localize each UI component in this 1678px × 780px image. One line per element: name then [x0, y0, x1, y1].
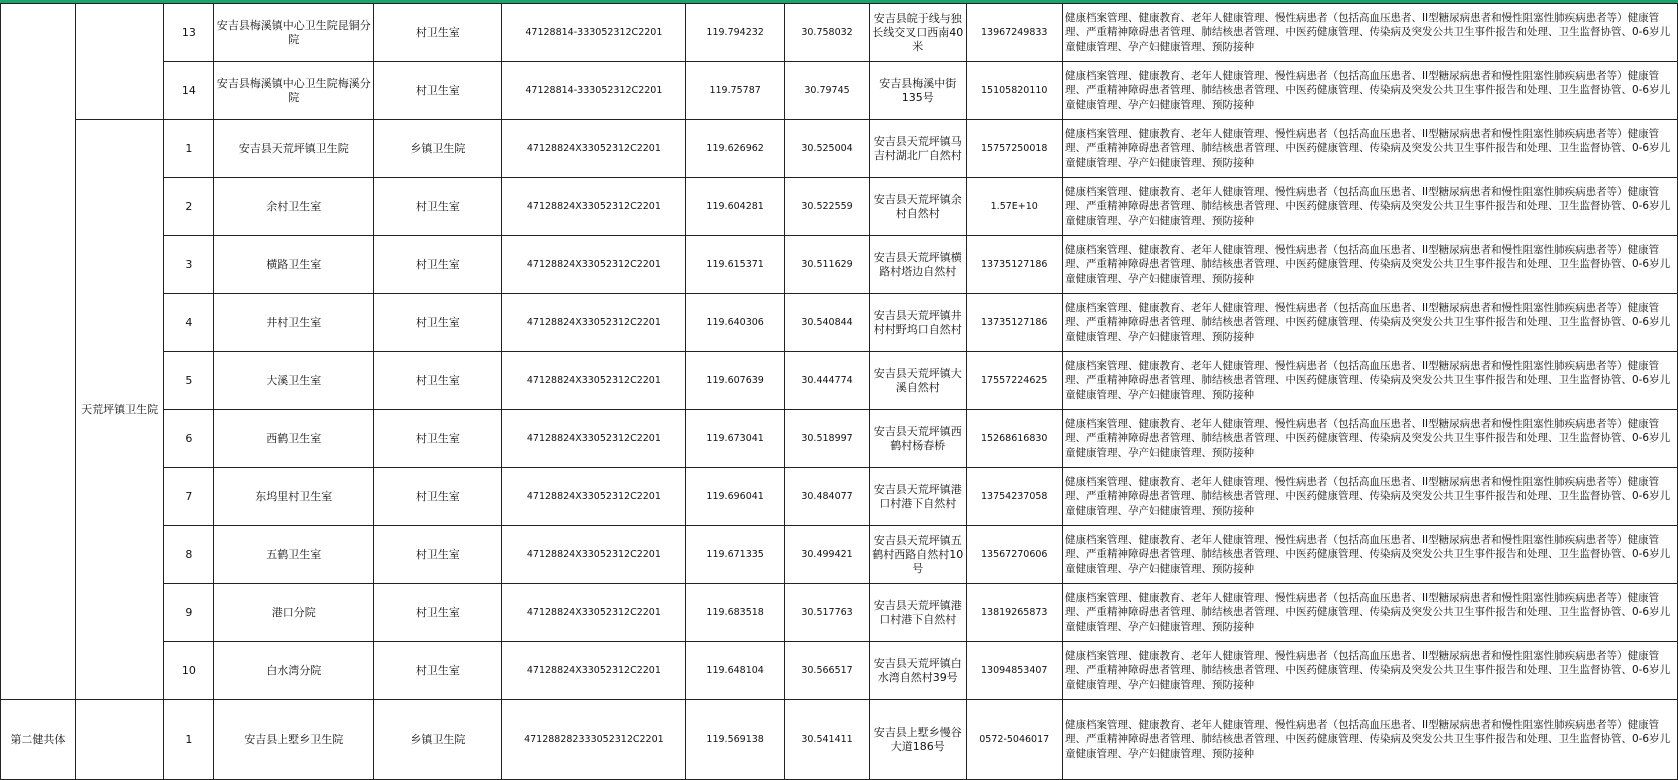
row-number[interactable]: 13 — [164, 4, 214, 62]
latitude[interactable]: 30.79745 — [784, 62, 869, 120]
facility-code[interactable]: 47128824X33052312C2201 — [502, 120, 686, 178]
facility-type[interactable]: 村卫生室 — [374, 526, 502, 584]
phone[interactable]: 13735127186 — [966, 236, 1062, 294]
row-number[interactable]: 6 — [164, 410, 214, 468]
facility-name[interactable]: 五鹤卫生室 — [214, 526, 374, 584]
latitude[interactable]: 30.444774 — [784, 352, 869, 410]
row-number[interactable]: 10 — [164, 642, 214, 700]
facility-name[interactable]: 井村卫生室 — [214, 294, 374, 352]
address[interactable]: 安吉县上墅乡慢谷大道186号 — [870, 700, 966, 780]
table-row — [1, 642, 1678, 700]
table-row — [1, 62, 1678, 120]
facility-type[interactable]: 村卫生室 — [374, 236, 502, 294]
facility-type[interactable]: 村卫生室 — [374, 62, 502, 120]
service-items[interactable]: 健康档案管理、健康教育、老年人健康管理、慢性病患者（包括高血压患者、II型糖尿病患者和慢性阻塞性肺疾病患者等）健康管理、严重精神障碍患者管理、肺结核患者管理、中医药健康管理、传染病及突发公共卫生事件报告和处理、卫生监督协管、0-6岁儿童健康管理、孕产妇健康管理、预防接种 — [1062, 294, 1677, 352]
phone[interactable]: 13819265873 — [966, 584, 1062, 642]
row-number[interactable]: 2 — [164, 178, 214, 236]
address[interactable]: 安吉县天荒坪镇五鹤村西路自然村10号 — [870, 526, 966, 584]
service-items[interactable]: 健康档案管理、健康教育、老年人健康管理、慢性病患者（包括高血压患者、II型糖尿病患者和慢性阻塞性肺疾病患者等）健康管理、严重精神障碍患者管理、肺结核患者管理、中医药健康管理、传染病及突发公共卫生事件报告和处理、卫生监督协管、0-6岁儿童健康管理、孕产妇健康管理、预防接种 — [1062, 120, 1677, 178]
address[interactable]: 安吉县天荒坪镇马吉村湖北厂自然村 — [870, 120, 966, 178]
row-number[interactable]: 5 — [164, 352, 214, 410]
service-items[interactable]: 健康档案管理、健康教育、老年人健康管理、慢性病患者（包括高血压患者、II型糖尿病患者和慢性阻塞性肺疾病患者等）健康管理、严重精神障碍患者管理、肺结核患者管理、中医药健康管理、传染病及突发公共卫生事件报告和处理、卫生监督协管、0-6岁儿童健康管理、孕产妇健康管理、预防接种 — [1062, 526, 1677, 584]
group-cell-blank[interactable] — [1, 4, 76, 700]
facility-code[interactable]: 47128824X33052312C2201 — [502, 178, 686, 236]
table-row — [1, 4, 1678, 62]
service-items[interactable]: 健康档案管理、健康教育、老年人健康管理、慢性病患者（包括高血压患者、II型糖尿病患者和慢性阻塞性肺疾病患者等）健康管理、严重精神障碍患者管理、肺结核患者管理、中医药健康管理、传染病及突发公共卫生事件报告和处理、卫生监督协管、0-6岁儿童健康管理、孕产妇健康管理、预防接种 — [1062, 236, 1677, 294]
longitude[interactable]: 119.673041 — [686, 410, 785, 468]
facility-type[interactable]: 村卫生室 — [374, 410, 502, 468]
table-row — [1, 120, 1678, 178]
facility-type[interactable]: 村卫生室 — [374, 352, 502, 410]
service-items[interactable]: 健康档案管理、健康教育、老年人健康管理、慢性病患者（包括高血压患者、II型糖尿病患者和慢性阻塞性肺疾病患者等）健康管理、严重精神障碍患者管理、肺结核患者管理、中医药健康管理、传染病及突发公共卫生事件报告和处理、卫生监督协管、0-6岁儿童健康管理、孕产妇健康管理、预防接种 — [1062, 178, 1677, 236]
facility-type[interactable]: 村卫生室 — [374, 4, 502, 62]
facility-code[interactable]: 47128824X33052312C2201 — [502, 468, 686, 526]
health-facility-table — [0, 3, 1678, 780]
phone[interactable]: 15757250018 — [966, 120, 1062, 178]
facility-type[interactable]: 村卫生室 — [374, 294, 502, 352]
service-items[interactable]: 健康档案管理、健康教育、老年人健康管理、慢性病患者（包括高血压患者、II型糖尿病患者和慢性阻塞性肺疾病患者等）健康管理、严重精神障碍患者管理、肺结核患者管理、中医药健康管理、传染病及突发公共卫生事件报告和处理、卫生监督协管、0-6岁儿童健康管理、孕产妇健康管理、预防接种 — [1062, 62, 1677, 120]
facility-code[interactable]: 47128824X33052312C2201 — [502, 584, 686, 642]
table-row — [1, 236, 1678, 294]
table-row — [1, 294, 1678, 352]
table-row — [1, 468, 1678, 526]
row-number[interactable]: 1 — [164, 120, 214, 178]
facility-code[interactable]: 47128824X33052312C2201 — [502, 294, 686, 352]
longitude[interactable]: 119.794232 — [686, 4, 785, 62]
facility-name[interactable]: 白水湾分院 — [214, 642, 374, 700]
address[interactable]: 安吉县皖于线与独长线交叉口西南40米 — [870, 4, 966, 62]
service-items[interactable]: 健康档案管理、健康教育、老年人健康管理、慢性病患者（包括高血压患者、II型糖尿病患者和慢性阻塞性肺疾病患者等）健康管理、严重精神障碍患者管理、肺结核患者管理、中医药健康管理、传染病及突发公共卫生事件报告和处理、卫生监督协管、0-6岁儿童健康管理、孕产妇健康管理、预防接种 — [1062, 352, 1677, 410]
table-row — [1, 700, 1678, 780]
latitude[interactable]: 30.566517 — [784, 642, 869, 700]
address[interactable]: 安吉县天荒坪镇白水湾自然村39号 — [870, 642, 966, 700]
address[interactable]: 安吉县天荒坪镇港口村港下自然村 — [870, 468, 966, 526]
table-row — [1, 352, 1678, 410]
facility-code[interactable]: 471288282333052312C2201 — [502, 700, 686, 780]
latitude[interactable]: 30.541411 — [784, 700, 869, 780]
row-number[interactable]: 4 — [164, 294, 214, 352]
facility-type[interactable]: 乡镇卫生院 — [374, 120, 502, 178]
longitude[interactable]: 119.640306 — [686, 294, 785, 352]
address[interactable]: 安吉县天荒坪镇西鹤村杨春桥 — [870, 410, 966, 468]
address[interactable]: 安吉县天荒坪镇井村村野坞口自然村 — [870, 294, 966, 352]
longitude[interactable]: 119.569138 — [686, 700, 785, 780]
phone[interactable]: 15268616830 — [966, 410, 1062, 468]
phone[interactable]: 15105820110 — [966, 62, 1062, 120]
facility-name[interactable]: 余村卫生室 — [214, 178, 374, 236]
longitude[interactable]: 119.607639 — [686, 352, 785, 410]
facility-code[interactable]: 47128814-333052312C2201 — [502, 62, 686, 120]
service-items[interactable]: 健康档案管理、健康教育、老年人健康管理、慢性病患者（包括高血压患者、II型糖尿病患者和慢性阻塞性肺疾病患者等）健康管理、严重精神障碍患者管理、肺结核患者管理、中医药健康管理、传染病及突发公共卫生事件报告和处理、卫生监督协管、0-6岁儿童健康管理、孕产妇健康管理、预防接种 — [1062, 584, 1677, 642]
latitude[interactable]: 30.517763 — [784, 584, 869, 642]
latitude[interactable]: 30.511629 — [784, 236, 869, 294]
row-number[interactable]: 14 — [164, 62, 214, 120]
longitude[interactable]: 119.683518 — [686, 584, 785, 642]
service-items[interactable]: 健康档案管理、健康教育、老年人健康管理、慢性病患者（包括高血压患者、II型糖尿病患者和慢性阻塞性肺疾病患者等）健康管理、严重精神障碍患者管理、肺结核患者管理、中医药健康管理、传染病及突发公共卫生事件报告和处理、卫生监督协管、0-6岁儿童健康管理、孕产妇健康管理、预防接种 — [1062, 410, 1677, 468]
facility-name[interactable]: 西鹤卫生室 — [214, 410, 374, 468]
facility-code[interactable]: 47128824X33052312C2201 — [502, 526, 686, 584]
service-items[interactable]: 健康档案管理、健康教育、老年人健康管理、慢性病患者（包括高血压患者、II型糖尿病患者和慢性阻塞性肺疾病患者等）健康管理、严重精神障碍患者管理、肺结核患者管理、中医药健康管理、传染病及突发公共卫生事件报告和处理、卫生监督协管、0-6岁儿童健康管理、孕产妇健康管理、预防接种 — [1062, 700, 1677, 780]
longitude[interactable]: 119.626962 — [686, 120, 785, 178]
row-number[interactable]: 7 — [164, 468, 214, 526]
phone[interactable]: 13967249833 — [966, 4, 1062, 62]
table-row — [1, 410, 1678, 468]
center-cell-meixi[interactable] — [75, 4, 164, 120]
facility-name[interactable]: 港口分院 — [214, 584, 374, 642]
latitude[interactable]: 30.758032 — [784, 4, 869, 62]
longitude[interactable]: 119.615371 — [686, 236, 785, 294]
facility-code[interactable]: 47128824X33052312C2201 — [502, 410, 686, 468]
longitude[interactable]: 119.671335 — [686, 526, 785, 584]
phone[interactable]: 13735127186 — [966, 294, 1062, 352]
facility-code[interactable]: 47128824X33052312C2201 — [502, 352, 686, 410]
latitude[interactable]: 30.540844 — [784, 294, 869, 352]
facility-code[interactable]: 47128824X33052312C2201 — [502, 642, 686, 700]
longitude[interactable]: 119.648104 — [686, 642, 785, 700]
table-row — [1, 584, 1678, 642]
row-number[interactable]: 1 — [164, 700, 214, 780]
facility-name[interactable]: 横路卫生室 — [214, 236, 374, 294]
facility-name[interactable]: 安吉县天荒坪镇卫生院 — [214, 120, 374, 178]
facility-name[interactable]: 安吉县梅溪镇中心卫生院昆铜分院 — [214, 4, 374, 62]
row-number[interactable]: 8 — [164, 526, 214, 584]
center-cell[interactable]: 天荒坪镇卫生院 — [75, 120, 164, 700]
latitude[interactable]: 30.499421 — [784, 526, 869, 584]
table-row — [1, 178, 1678, 236]
longitude[interactable]: 119.604281 — [686, 178, 785, 236]
latitude[interactable]: 30.518997 — [784, 410, 869, 468]
group-cell[interactable]: 第二健共体 — [1, 700, 76, 780]
facility-code[interactable]: 47128824X33052312C2201 — [502, 236, 686, 294]
facility-code[interactable]: 47128814-333052312C2201 — [502, 4, 686, 62]
address[interactable]: 安吉县梅溪中街135号 — [870, 62, 966, 120]
facility-name[interactable]: 东坞里村卫生室 — [214, 468, 374, 526]
service-items[interactable]: 健康档案管理、健康教育、老年人健康管理、慢性病患者（包括高血压患者、II型糖尿病患者和慢性阻塞性肺疾病患者等）健康管理、严重精神障碍患者管理、肺结核患者管理、中医药健康管理、传染病及突发公共卫生事件报告和处理、卫生监督协管、0-6岁儿童健康管理、孕产妇健康管理、预防接种 — [1062, 468, 1677, 526]
phone[interactable]: 1.57E+10 — [966, 178, 1062, 236]
phone[interactable]: 13094853407 — [966, 642, 1062, 700]
longitude[interactable]: 119.75787 — [686, 62, 785, 120]
latitude[interactable]: 30.525004 — [784, 120, 869, 178]
facility-type[interactable]: 村卫生室 — [374, 468, 502, 526]
facility-type[interactable]: 村卫生室 — [374, 178, 502, 236]
latitude[interactable]: 30.484077 — [784, 468, 869, 526]
table-row — [1, 526, 1678, 584]
address[interactable]: 安吉县天荒坪镇余村自然村 — [870, 178, 966, 236]
service-items[interactable]: 健康档案管理、健康教育、老年人健康管理、慢性病患者（包括高血压患者、II型糖尿病患者和慢性阻塞性肺疾病患者等）健康管理、严重精神障碍患者管理、肺结核患者管理、中医药健康管理、传染病及突发公共卫生事件报告和处理、卫生监督协管、0-6岁儿童健康管理、孕产妇健康管理、预防接种 — [1062, 642, 1677, 700]
facility-type[interactable]: 村卫生室 — [374, 584, 502, 642]
phone[interactable]: 0572-5046017 — [966, 700, 1062, 780]
phone[interactable]: 13567270606 — [966, 526, 1062, 584]
facility-name[interactable]: 安吉县上墅乡卫生院 — [214, 700, 374, 780]
row-number[interactable]: 9 — [164, 584, 214, 642]
facility-type[interactable]: 村卫生室 — [374, 642, 502, 700]
longitude[interactable]: 119.696041 — [686, 468, 785, 526]
row-number[interactable]: 3 — [164, 236, 214, 294]
phone[interactable]: 17557224625 — [966, 352, 1062, 410]
phone[interactable]: 13754237058 — [966, 468, 1062, 526]
address[interactable]: 安吉县天荒坪镇横路村塔边自然村 — [870, 236, 966, 294]
facility-name[interactable]: 安吉县梅溪镇中心卫生院梅溪分院 — [214, 62, 374, 120]
service-items[interactable]: 健康档案管理、健康教育、老年人健康管理、慢性病患者（包括高血压患者、II型糖尿病患者和慢性阻塞性肺疾病患者等）健康管理、严重精神障碍患者管理、肺结核患者管理、中医药健康管理、传染病及突发公共卫生事件报告和处理、卫生监督协管、0-6岁儿童健康管理、孕产妇健康管理、预防接种 — [1062, 4, 1677, 62]
latitude[interactable]: 30.522559 — [784, 178, 869, 236]
address[interactable]: 安吉县天荒坪镇港口村港下自然村 — [870, 584, 966, 642]
address[interactable]: 安吉县天荒坪镇大溪自然村 — [870, 352, 966, 410]
facility-type[interactable]: 乡镇卫生院 — [374, 700, 502, 780]
facility-name[interactable]: 大溪卫生室 — [214, 352, 374, 410]
center-cell-shangshu[interactable] — [75, 700, 164, 780]
